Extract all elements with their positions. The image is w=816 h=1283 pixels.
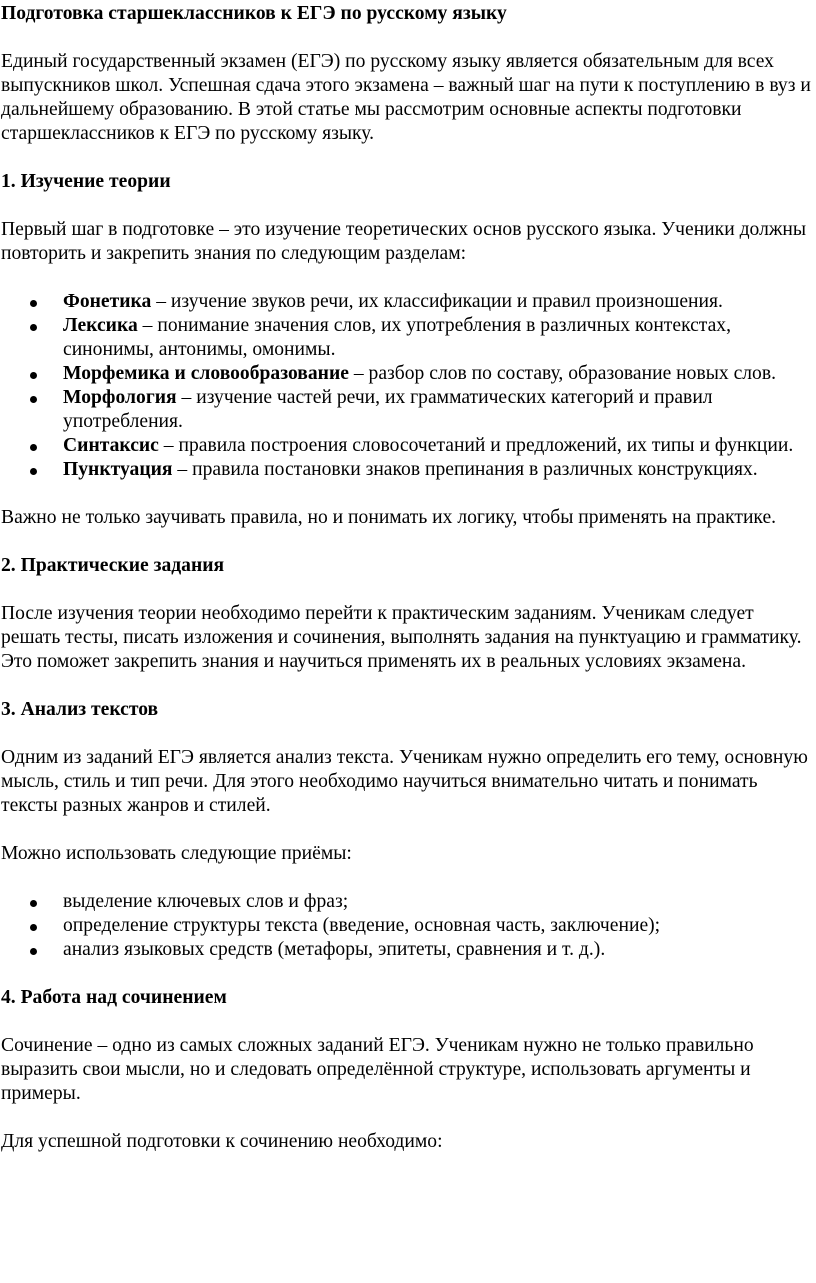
section-lead-essay: Сочинение – одно из самых сложных заданий ЕГЭ. Ученикам нужно не только правильно выразить свои мысли, но и следовать определённой структуре, использовать аргументы и примеры. <box>1 1035 754 1104</box>
list-item <box>1 290 811 314</box>
list-item <box>1 362 811 386</box>
list-item-text: – правила постановки знаков препинания в различных конструкциях. <box>172 459 758 480</box>
list-item-term: Пунктуация <box>63 459 173 480</box>
list-item <box>1 890 811 914</box>
list-item-term: Морфология <box>63 387 177 408</box>
list-item <box>1 938 811 962</box>
list-item-text: выделение ключевых слов и фраз; <box>63 891 349 912</box>
bullet-icon <box>30 372 37 379</box>
list-item-term: Лексика <box>63 315 138 336</box>
section-lead2-essay: Для успешной подготовки к сочинению необходимо: <box>1 1131 443 1152</box>
section-heading-practice: 2. Практические задания <box>1 555 225 576</box>
list-item-term: Фонетика <box>63 291 152 312</box>
bullet-icon <box>30 300 37 307</box>
theory-topics-list <box>1 290 811 482</box>
bullet-icon <box>30 468 37 475</box>
analysis-techniques-list <box>1 890 811 962</box>
list-item-text: – изучение звуков речи, их классификации и правил произношения. <box>151 291 723 312</box>
list-item-text: – правила построения словосочетаний и предложений, их типы и функции. <box>158 435 794 456</box>
list-item-text: определение структуры текста (введение, основная часть, заключение); <box>63 915 661 936</box>
list-item-text: анализ языковых средств (метафоры, эпитеты, сравнения и т. д.). <box>63 939 606 960</box>
bullet-icon <box>30 900 37 907</box>
document-title: Подготовка старшеклассников к ЕГЭ по русскому языку <box>1 3 507 24</box>
bullet-icon <box>30 444 37 451</box>
list-item <box>1 458 811 482</box>
intro-paragraph: Единый государственный экзамен (ЕГЭ) по русскому языку является обязательным для всех выпускников школ. Успешная сдача этого экзамена – важный шаг на пути к поступлению в вуз и дальнейшему образованию. В этой статье мы рассмотрим основные аспекты подготовки старшеклассников к ЕГЭ по русскому языку. <box>1 51 811 144</box>
section-lead-practice: После изучения теории необходимо перейти к практическим заданиям. Ученикам следует решать тесты, писать изложения и сочинения, выполнять задания на пунктуацию и грамматику. Это поможет закрепить знания и научиться применять их в реальных условиях экзамена. <box>1 603 802 672</box>
list-item-term: Синтаксис <box>63 435 159 456</box>
section-lead-theory: Первый шаг в подготовке – это изучение теоретических основ русского языка. Ученики должны повторить и закрепить знания по следующим разделам: <box>1 219 807 264</box>
section-heading-essay: 4. Работа над сочинением <box>1 987 227 1008</box>
list-item <box>1 914 811 938</box>
list-item-text: – изучение частей речи, их грамматических категорий и правил употребления. <box>63 387 713 432</box>
section-heading-theory: 1. Изучение теории <box>1 171 171 192</box>
list-item-text: – понимание значения слов, их употребления в различных контекстах, синонимы, антонимы, омонимы. <box>63 315 731 360</box>
section-lead2-text-analysis: Можно использовать следующие приёмы: <box>1 843 352 864</box>
list-item <box>1 434 811 458</box>
section-heading-text-analysis: 3. Анализ текстов <box>1 699 159 720</box>
section-note-theory: Важно не только заучивать правила, но и понимать их логику, чтобы применять на практике. <box>1 507 777 528</box>
list-item-text: – разбор слов по составу, образование новых слов. <box>348 363 776 384</box>
list-item-term: Морфемика и словообразование <box>63 363 349 384</box>
section-lead-text-analysis: Одним из заданий ЕГЭ является анализ текста. Ученикам нужно определить его тему, основную мысль, стиль и тип речи. Для этого необходимо научиться внимательно читать и понимать тексты разных жанров и стилей. <box>1 747 808 816</box>
bullet-icon <box>30 924 37 931</box>
bullet-icon <box>30 948 37 955</box>
list-item <box>1 386 811 434</box>
bullet-icon <box>30 396 37 403</box>
bullet-icon <box>30 324 37 331</box>
list-item <box>1 314 811 362</box>
